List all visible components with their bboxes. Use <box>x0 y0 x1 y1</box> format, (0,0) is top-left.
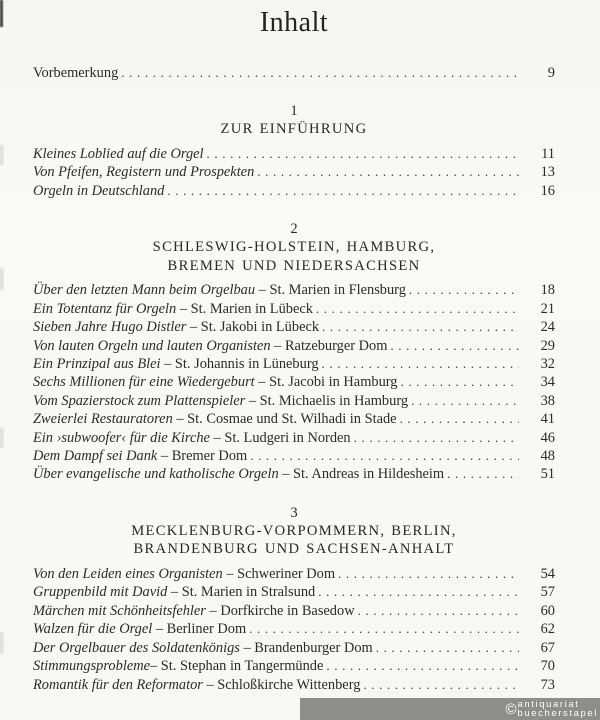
toc-entry-title: Ein ›subwoofer‹ für die Kirche <box>33 429 210 446</box>
dot-leader <box>316 300 519 318</box>
toc-entry-separator: – <box>176 300 191 317</box>
toc-entry <box>33 447 555 465</box>
toc-section <box>33 102 555 200</box>
toc-entry-page: 60 <box>540 602 555 619</box>
toc-entry-separator: – <box>205 602 221 619</box>
toc-entry-title: Zweierlei Restauratoren <box>33 411 173 428</box>
dot-leader <box>401 373 519 391</box>
toc-entry-page: 34 <box>540 374 555 391</box>
section-heading <box>33 522 555 559</box>
toc-entry-page: 11 <box>541 146 555 162</box>
section-heading-line: BREMEN UND NIEDERSACHSEN <box>167 257 421 274</box>
toc-entry-title: Orgeln in Deutschland <box>33 182 165 199</box>
toc-section <box>33 220 555 484</box>
toc-entry <box>33 620 555 638</box>
toc-entry <box>33 639 555 657</box>
scan-smudge <box>0 268 3 290</box>
section-number: 2 <box>290 221 298 238</box>
toc-entry-page: 16 <box>540 182 555 199</box>
toc-entry <box>33 410 555 428</box>
sections <box>33 102 555 694</box>
toc-entry <box>33 602 555 620</box>
toc-entry-title: Vorbemerkung <box>33 65 119 81</box>
toc-entry-page: 48 <box>540 448 555 465</box>
dot-leader <box>358 602 519 620</box>
toc-entry-page: 62 <box>540 621 555 638</box>
toc-entry-title: Ein Totentanz für Orgeln <box>33 300 177 317</box>
toc-entry <box>33 300 555 318</box>
toc-entry-page: 41 <box>540 411 555 428</box>
toc-entry-title: Von Pfeifen, Registern und Prospekten <box>33 164 255 181</box>
toc-entry-subtitle: Berliner Dom <box>166 621 247 638</box>
toc-entry-page: 67 <box>540 639 555 656</box>
section-items <box>33 145 555 200</box>
toc-entry-subtitle: St. Johannis in Lüneburg <box>174 356 319 373</box>
toc-entry-subtitle: Ratzeburger Dom <box>284 337 388 354</box>
toc-entry <box>33 676 555 694</box>
dot-leader <box>167 182 519 200</box>
toc-entry-title: Vom Spazierstock zum Plattenspieler <box>33 392 246 409</box>
section-heading <box>33 238 555 275</box>
toc-entry-page: 32 <box>540 356 555 373</box>
toc-entry-separator: – <box>278 466 294 483</box>
toc-entry-subtitle: Schweriner Dom <box>237 566 336 583</box>
section-items <box>33 281 555 483</box>
toc-entry-title: Dem Dampf sei Dank <box>33 448 158 465</box>
section-heading-line: ZUR EINFÜHRUNG <box>220 121 368 138</box>
dot-leader <box>207 145 519 163</box>
toc-entry-title: Über den letzten Mann beim Orgelbau <box>33 282 256 299</box>
toc-entry-title: Ein Prinzipal aus Blei <box>33 356 161 373</box>
toc-entry-subtitle: St. Marien in Flensburg <box>269 282 406 299</box>
toc-entry <box>33 281 555 299</box>
toc-entry <box>33 392 555 410</box>
dot-leader <box>447 465 519 483</box>
scan-smudge <box>0 428 3 448</box>
toc-entry-subtitle: St. Stephan in Tangermünde <box>160 658 324 675</box>
toc-entry <box>33 373 555 391</box>
toc-entry-separator: – <box>172 411 188 428</box>
toc-entry-title: Märchen mit Schönheitsfehler <box>33 602 206 619</box>
toc-entry-separator: – <box>186 319 201 336</box>
dot-leader <box>318 583 519 601</box>
toc-entry-separator: – <box>167 584 182 601</box>
toc-entry-separator: – <box>157 448 172 465</box>
toc-entry <box>33 337 555 355</box>
toc-entry-separator: – <box>222 566 238 583</box>
toc-entry-separator: – <box>202 676 218 693</box>
dot-leader <box>250 447 519 465</box>
toc-entry <box>33 318 555 336</box>
toc-entry-title: Stimmungsprobleme <box>33 658 150 675</box>
dot-leader <box>257 163 519 181</box>
watermark-line1: antiquariat <box>517 698 580 710</box>
dot-leader <box>390 337 519 355</box>
toc-entry <box>33 163 555 181</box>
toc-entry <box>33 465 555 483</box>
toc-entry-subtitle: St. Marien in Stralsund <box>181 584 316 601</box>
toc-entry-page: 46 <box>540 429 555 446</box>
dot-leader <box>409 281 519 299</box>
watermark-bar <box>300 698 600 720</box>
dot-leader <box>354 429 519 447</box>
toc-entry-title: Über evangelische und katholische Orgeln <box>33 466 279 483</box>
dot-leader <box>322 355 519 373</box>
scan-edge-mark <box>0 0 3 27</box>
dot-leader <box>322 318 519 336</box>
watermark-line2: buecherstapel <box>517 708 598 719</box>
toc-entry <box>33 355 555 373</box>
toc-entry-separator: – <box>239 639 255 656</box>
scan-smudge <box>0 632 3 654</box>
scan-smudge <box>0 145 3 165</box>
dot-leader <box>326 657 519 675</box>
toc-entry <box>33 429 555 447</box>
toc-entry-separator: – <box>255 282 270 299</box>
toc-entry-subtitle: Dorfkirche in Basedow <box>220 602 355 619</box>
toc-entry-title: Kleines Loblied auf die Orgel <box>33 146 204 162</box>
toc-entry <box>33 182 555 200</box>
toc-entry-title: Walzen für die Orgel <box>33 621 153 638</box>
toc-entry-separator: – <box>152 621 167 638</box>
toc-entry-subtitle: St. Michaelis in Hamburg <box>259 392 409 409</box>
section-number: 3 <box>290 504 298 521</box>
watermark-text <box>518 700 598 719</box>
toc-entry-title: Von den Leiden eines Organisten <box>33 566 223 583</box>
toc-entry-subtitle: St. Jakobi in Lübeck <box>200 319 320 336</box>
toc-entry <box>33 657 555 675</box>
toc-entry-page: 54 <box>540 566 555 583</box>
dot-leader <box>121 64 519 82</box>
toc-entry-page: 73 <box>540 676 555 693</box>
dot-leader <box>363 676 519 694</box>
dot-leader <box>411 392 519 410</box>
section-heading-line: SCHLESWIG-HOLSTEIN, HAMBURG, <box>152 239 436 256</box>
section-heading-line: MECKLENBURG-VORPOMMERN, BERLIN, <box>131 522 457 539</box>
toc-entry-title: Sieben Jahre Hugo Distler <box>33 319 187 336</box>
toc-entry-separator: – <box>160 356 175 373</box>
toc-entry <box>33 565 555 583</box>
toc-entry-page: 70 <box>540 658 555 675</box>
toc-entry-page: 13 <box>540 164 555 181</box>
toc-entry-title: Sechs Millionen für eine Wiedergeburt <box>33 374 255 391</box>
toc-entry-page: 38 <box>540 392 555 409</box>
toc-entry-title: Von lauten Orgeln und lauten Organisten <box>33 337 271 354</box>
toc-entry <box>33 583 555 601</box>
section-heading <box>33 120 555 139</box>
section-number: 1 <box>290 103 298 120</box>
copyright-icon: © <box>505 700 517 718</box>
toc-entry-subtitle: St. Andreas in Hildesheim <box>293 466 445 483</box>
toc-entry-separator: – <box>254 374 270 391</box>
toc-entry-page: 9 <box>547 65 555 81</box>
toc-entry-title: Der Orgelbauer des Soldatenkönigs <box>33 639 240 656</box>
toc-entry-front <box>33 64 555 82</box>
toc-entry-separator: – <box>209 429 225 446</box>
toc-entry-title: Romantik für den Reformator <box>33 676 203 693</box>
section-heading-line: BRANDENBURG UND SACHSEN-ANHALT <box>133 541 455 558</box>
toc-entry <box>33 145 555 163</box>
toc-entry-page: 29 <box>540 337 555 354</box>
dot-leader <box>249 620 519 638</box>
toc-entry-subtitle: St. Marien in Lübeck <box>190 300 313 317</box>
page-title: Inhalt <box>259 7 329 38</box>
toc-entry-separator: – <box>149 658 161 675</box>
toc-entry-page: 21 <box>540 300 555 317</box>
toc-section <box>33 504 555 694</box>
dot-leader <box>400 410 519 428</box>
toc-entry-subtitle: Brandenburger Dom <box>254 639 373 656</box>
toc-entry-subtitle: Bremer Dom <box>171 448 248 465</box>
toc-entry-separator: – <box>270 337 285 354</box>
toc-entry-page: 57 <box>540 584 555 601</box>
section-items <box>33 565 555 694</box>
dot-leader <box>338 565 519 583</box>
toc-entry-page: 24 <box>540 319 555 336</box>
toc-entry-subtitle: St. Jacobi in Hamburg <box>269 374 398 391</box>
toc-entry-subtitle: St. Cosmae und St. Wilhadi in Stade <box>187 411 397 428</box>
toc-entry-subtitle: St. Ludgeri in Norden <box>224 429 351 446</box>
toc-entry-separator: – <box>245 392 260 409</box>
toc-entry-title: Gruppenbild mit David <box>33 584 168 601</box>
toc-entry-page: 51 <box>540 466 555 483</box>
dot-leader <box>376 639 519 657</box>
toc-entry-subtitle: Schloßkirche Wittenberg <box>217 676 361 693</box>
toc-entry-page: 18 <box>540 282 555 299</box>
toc-content <box>33 0 555 694</box>
